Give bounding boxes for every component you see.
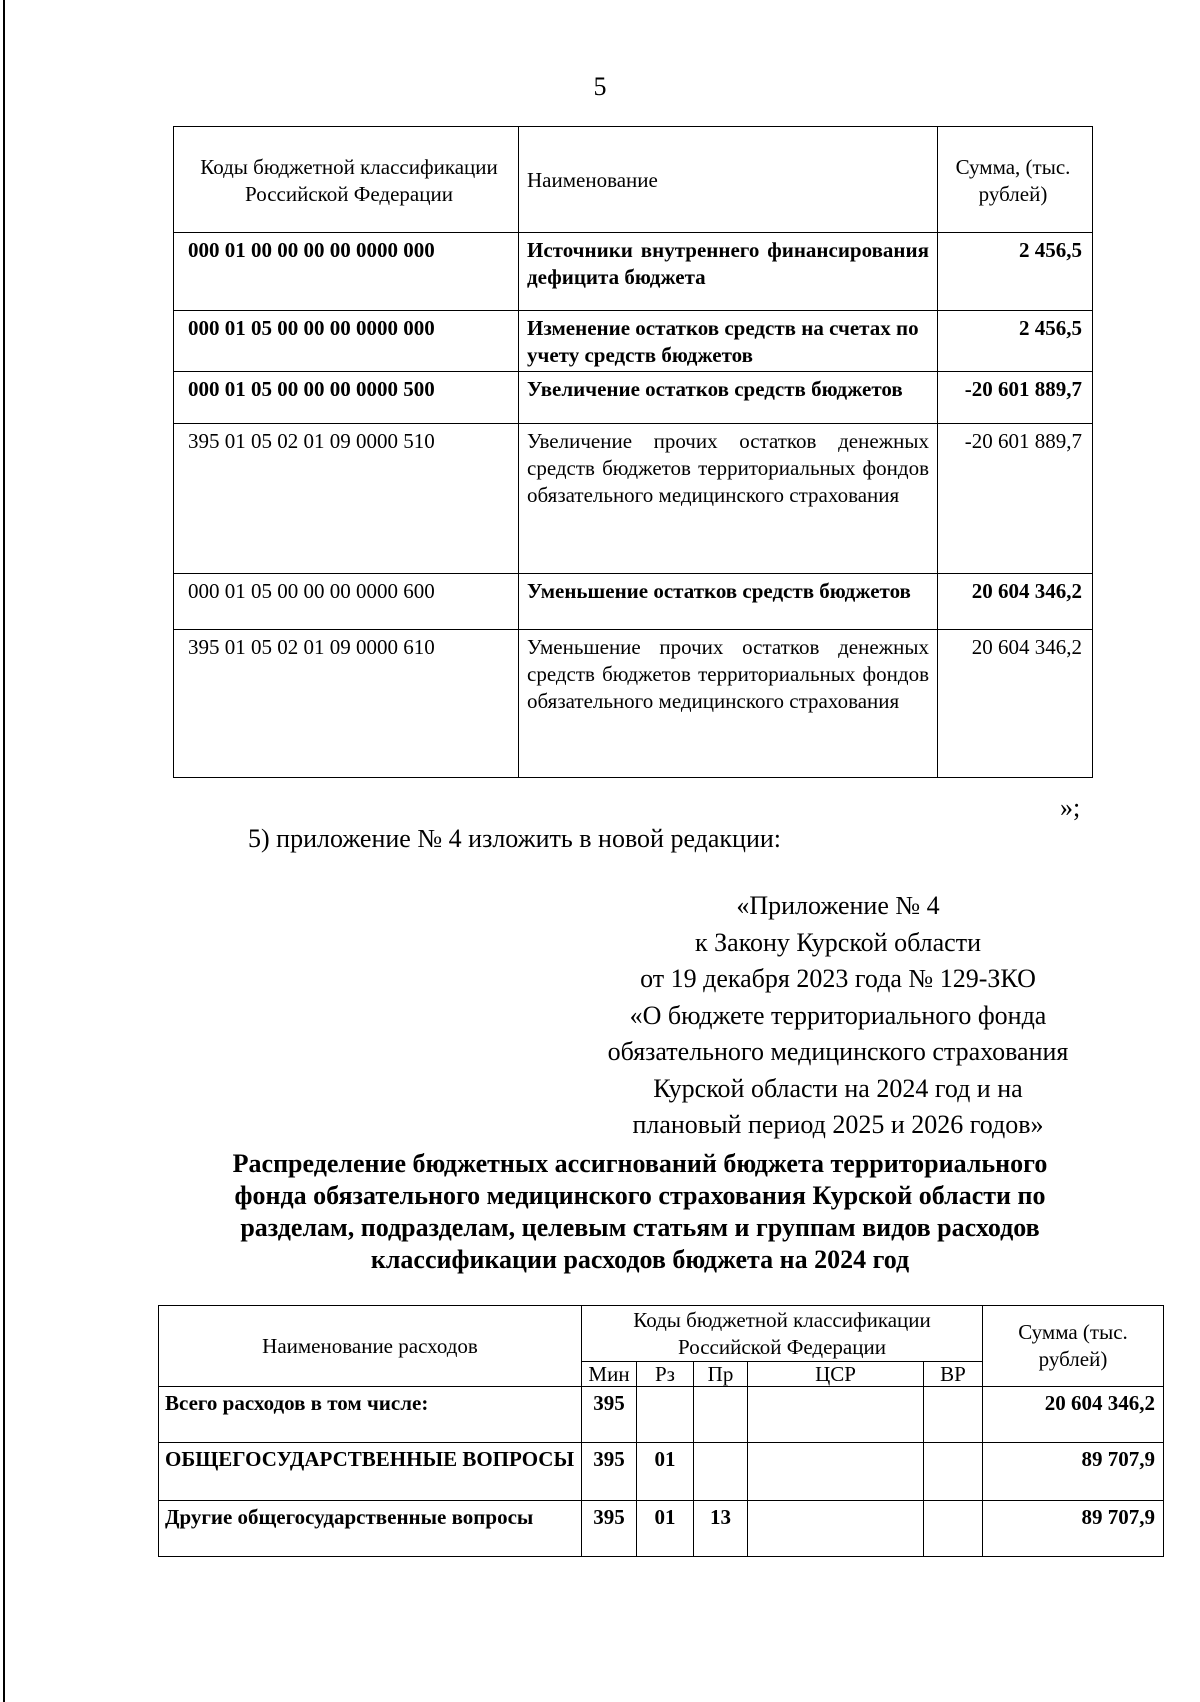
annex-caption <box>580 888 1096 1144</box>
annex-line: обязательного медицинского страхования <box>607 1037 1069 1066</box>
table-row <box>159 1443 1164 1501</box>
annex-line: «Приложение № 4 <box>736 891 940 920</box>
header-name: Наименование <box>519 127 938 233</box>
amendment-paragraph: 5) приложение № 4 изложить в новой редакции: <box>248 824 782 853</box>
row-name: Увеличение прочих остатков денежных средств бюджетов территориальных фондов обязательного медицинского страхования <box>519 424 938 574</box>
row-csr <box>748 1443 924 1501</box>
table-row <box>174 630 1093 778</box>
row-code: 395 01 05 02 01 09 0000 610 <box>174 630 519 778</box>
annex-line: к Закону Курской области <box>695 927 981 957</box>
table-row <box>159 1387 1164 1443</box>
row-sum: 89 707,9 <box>983 1443 1164 1501</box>
row-amount: -20 601 889,7 <box>938 372 1093 424</box>
row-sum: 89 707,9 <box>983 1501 1164 1557</box>
row-csr <box>748 1387 924 1443</box>
row-code: 000 01 05 00 00 00 0000 500 <box>174 372 519 424</box>
row-rz: 01 <box>637 1501 694 1557</box>
row-name: Другие общегосударственные вопросы <box>159 1501 582 1557</box>
row-amount: 20 604 346,2 <box>938 574 1093 630</box>
heading-line: разделам, подразделам, целевым статьям и группам видов расходов <box>240 1213 1040 1242</box>
row-amount: 2 456,5 <box>938 311 1093 372</box>
header-vr: ВР <box>924 1362 983 1387</box>
header-expense-name: Наименование расходов <box>159 1306 582 1387</box>
row-name: ОБЩЕГОСУДАРСТВЕННЫЕ ВОПРОСЫ <box>159 1443 582 1501</box>
header-sum: Сумма (тыс. рублей) <box>983 1306 1164 1387</box>
row-csr <box>748 1501 924 1557</box>
row-name: Уменьшение прочих остатков денежных средств бюджетов территориальных фондов обязательного медицинского страхования <box>519 630 938 778</box>
heading-line: Распределение бюджетных ассигнований бюджета территориального <box>232 1149 1048 1178</box>
closing-quote: »; <box>1060 793 1081 822</box>
row-amount: 20 604 346,2 <box>938 630 1093 778</box>
header-min: Мин <box>582 1362 637 1387</box>
annex-line: плановый период 2025 и 2026 годов» <box>632 1110 1044 1139</box>
header-rz: Рз <box>637 1362 694 1387</box>
row-sum: 20 604 346,2 <box>983 1387 1164 1443</box>
row-vr <box>924 1443 983 1501</box>
row-vr <box>924 1501 983 1557</box>
sources-table <box>173 126 1093 778</box>
row-rz <box>637 1387 694 1443</box>
header-pr: Пр <box>694 1362 748 1387</box>
row-min: 395 <box>582 1387 637 1443</box>
row-code: 000 01 05 00 00 00 0000 000 <box>174 311 519 372</box>
row-code: 000 01 00 00 00 00 0000 000 <box>174 233 519 311</box>
table-row <box>174 372 1093 424</box>
row-name: Изменение остатков средств на счетах по учету средств бюджетов <box>519 311 938 372</box>
row-vr <box>924 1387 983 1443</box>
row-min: 395 <box>582 1443 637 1501</box>
table-row <box>174 574 1093 630</box>
table-row <box>174 311 1093 372</box>
annex-line: Курской области на 2024 год и на <box>653 1073 1023 1103</box>
page-number: 5 <box>593 72 607 101</box>
header-sum: Сумма, (тыс. рублей) <box>938 127 1093 233</box>
expenses-table <box>158 1305 1164 1557</box>
row-pr <box>694 1443 748 1501</box>
heading-line: фонда обязательного медицинского страхования Курской области по <box>234 1181 1046 1210</box>
table-row <box>159 1501 1164 1557</box>
heading-line: классификации расходов бюджета на 2024 год <box>370 1245 910 1274</box>
section-heading <box>180 1148 1100 1276</box>
table-header-row <box>174 127 1093 233</box>
row-name: Всего расходов в том числе: <box>159 1387 582 1443</box>
header-codes: Коды бюджетной классификации Российской Федерации <box>582 1306 983 1362</box>
row-name: Уменьшение остатков средств бюджетов <box>519 574 938 630</box>
row-name: Источники внутреннего финансирования дефицита бюджета <box>519 233 938 311</box>
annex-line: от 19 декабря 2023 года № 129-ЗКО <box>640 964 1036 993</box>
row-name: Увеличение остатков средств бюджетов <box>519 372 938 424</box>
row-code: 395 01 05 02 01 09 0000 510 <box>174 424 519 574</box>
row-min: 395 <box>582 1501 637 1557</box>
row-pr <box>694 1387 748 1443</box>
header-codes: Коды бюджетной классификации Российской Федерации <box>174 127 519 233</box>
table-row <box>174 424 1093 574</box>
row-code: 000 01 05 00 00 00 0000 600 <box>174 574 519 630</box>
row-pr: 13 <box>694 1501 748 1557</box>
table-row <box>174 233 1093 311</box>
table-header-row <box>159 1306 1164 1362</box>
row-amount: 2 456,5 <box>938 233 1093 311</box>
annex-line: «О бюджете территориального фонда <box>629 1000 1047 1030</box>
row-amount: -20 601 889,7 <box>938 424 1093 574</box>
row-rz: 01 <box>637 1443 694 1501</box>
scan-edge-line <box>3 0 5 1702</box>
header-csr: ЦСР <box>748 1362 924 1387</box>
